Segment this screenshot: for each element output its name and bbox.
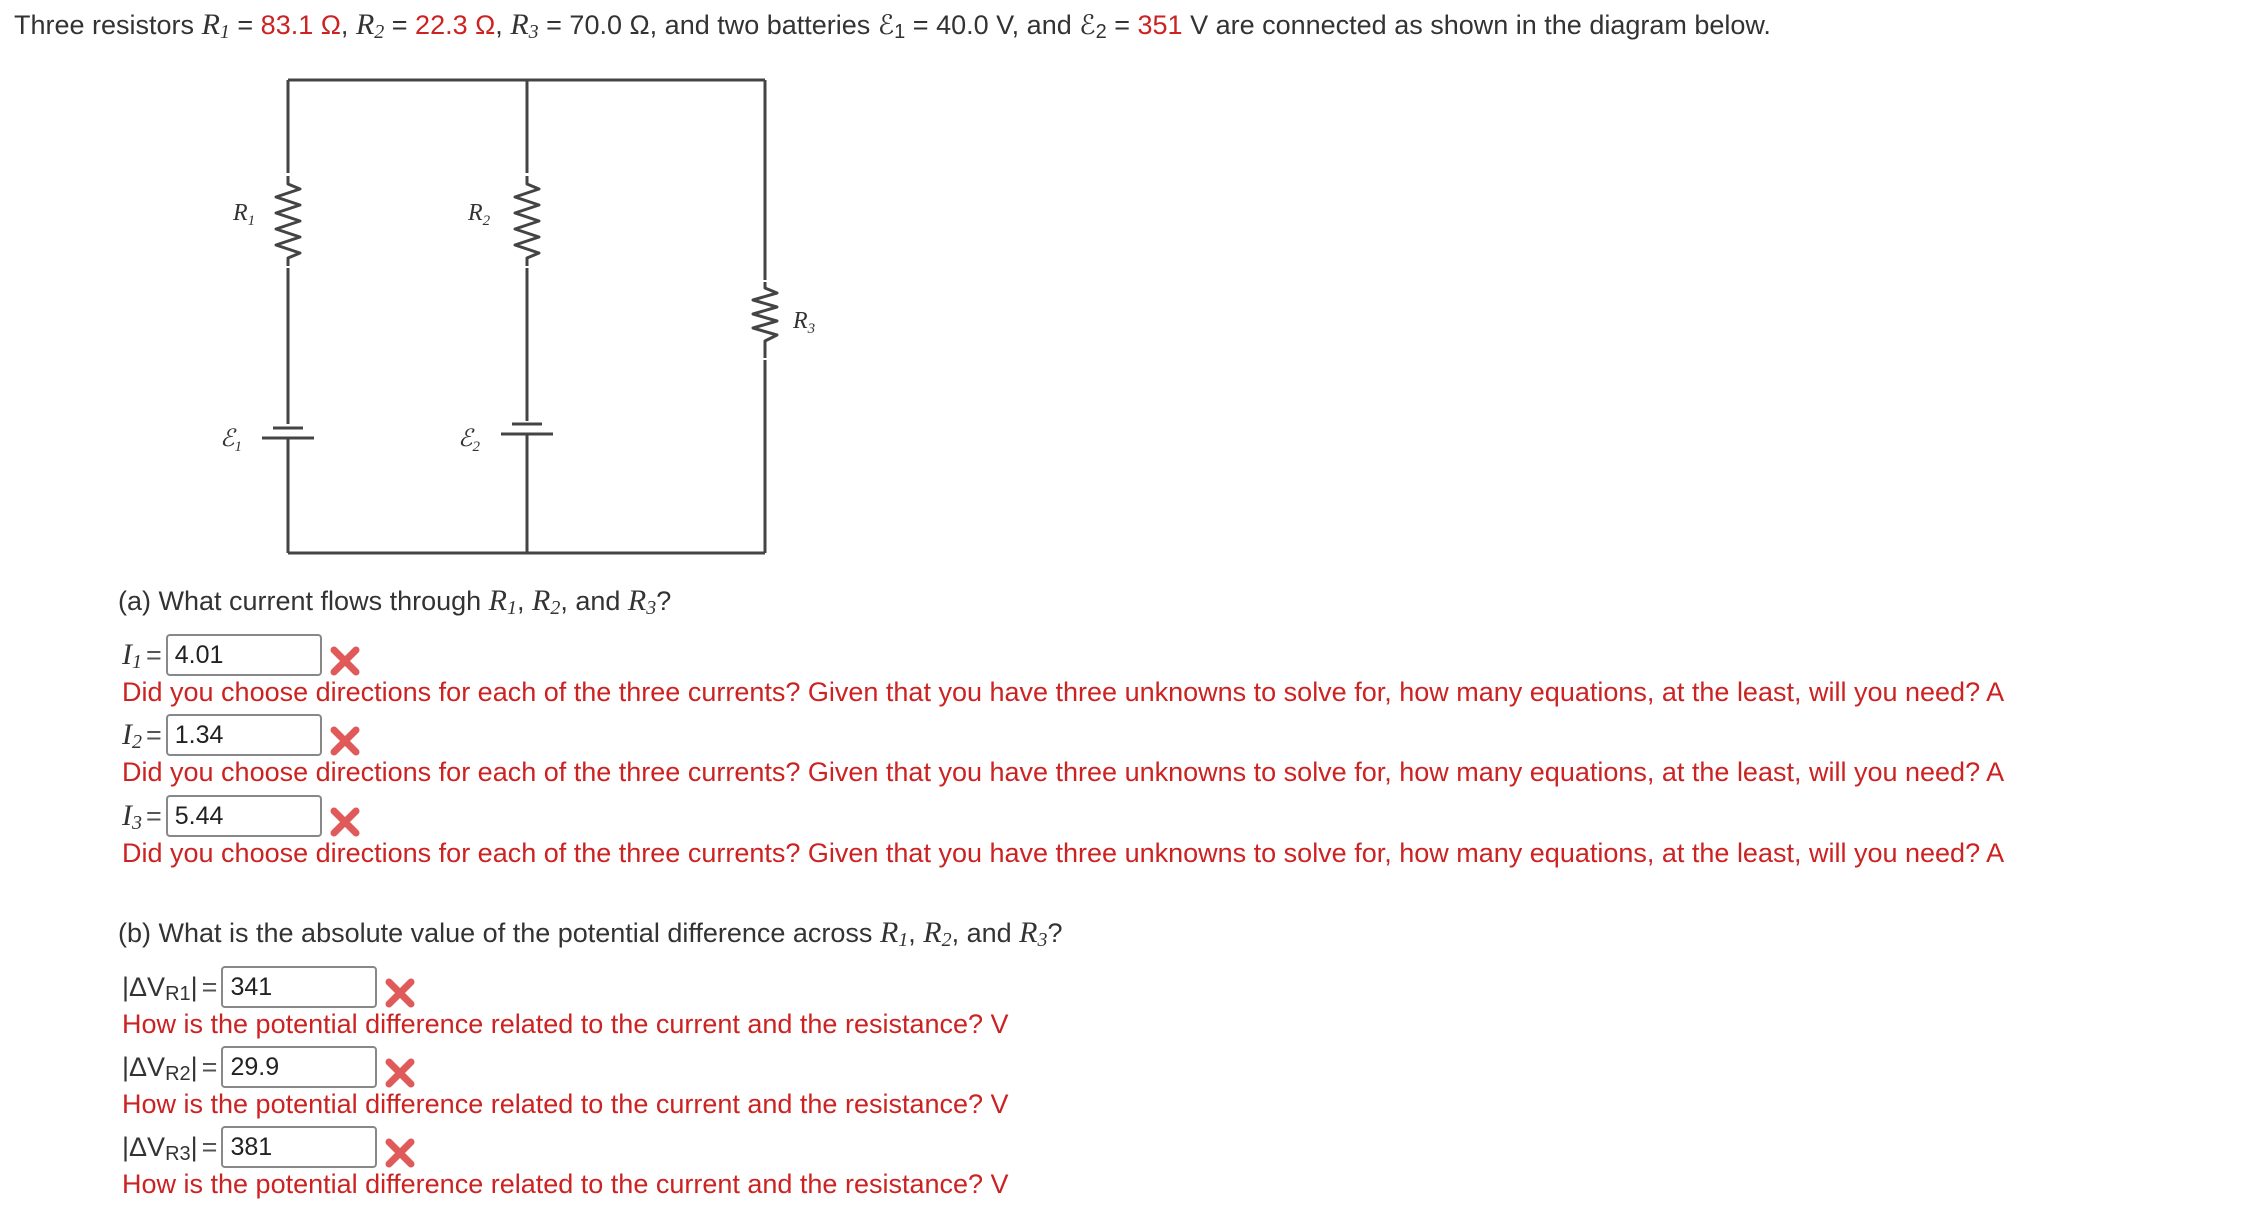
- circuit-diagram: [200, 58, 816, 618]
- dvr1-hint: How is the potential difference related to the current and the resistance? V: [122, 1009, 1009, 1039]
- r1-label: $R_1$: [233, 200, 256, 229]
- r1-symbol: $R_1$: [201, 8, 230, 43]
- dvr2-row: $|\Delta V_{R2}|$ = 29.9: [122, 1046, 415, 1088]
- part-a-question: (a) What current flows through $R_1$, $R_2$, and $R_3$?: [118, 584, 672, 619]
- r3-value: 70.0 Ω: [569, 10, 650, 40]
- emf2-symbol: ℰ$_2$: [1079, 10, 1107, 43]
- dvr3-row: $|\Delta V_{R3}|$ = 381: [122, 1126, 415, 1168]
- dvr2-label: $|\Delta V_{R2}|$: [122, 1051, 198, 1085]
- i2-answer-field[interactable]: 1.34: [166, 714, 322, 756]
- emf2-value: 351: [1137, 10, 1183, 40]
- incorrect-x-icon: [385, 1058, 415, 1088]
- i1-row: $I_1$ = 4.01: [122, 634, 360, 676]
- part-b-question: (b) What is the absolute value of the potential difference across $R_1$, $R_2$, and $R_3$?: [118, 916, 1063, 951]
- i2-hint: Did you choose directions for each of the three currents? Given that you have three unknowns to solve for, how many equations, at the least, will you need? A: [122, 757, 2005, 787]
- dvr3-label: $|\Delta V_{R3}|$: [122, 1131, 198, 1165]
- problem-statement: Three resistors $R_1 = 83.1$ Ω, $R_2 = 22.3$ Ω, $R_3 = 70.0$ Ω, and two batteries ℰ$_1$ = 40.0 V, and ℰ$_2$ = 351 V are connected as shown in the diagram below.: [14, 8, 1771, 43]
- dvr1-answer-field[interactable]: 341: [221, 966, 377, 1008]
- incorrect-x-icon: [385, 1138, 415, 1168]
- dvr1-row: $|\Delta V_{R1}|$ = 341: [122, 966, 415, 1008]
- dvr3-hint: How is the potential difference related to the current and the resistance? V: [122, 1169, 1009, 1199]
- i3-row: $I_3$ = 5.44: [122, 795, 360, 837]
- r2-value: 22.3 Ω: [415, 10, 496, 40]
- i3-answer-field[interactable]: 5.44: [166, 795, 322, 837]
- incorrect-x-icon: [385, 978, 415, 1008]
- r3-label: $R_3$: [793, 308, 816, 337]
- incorrect-x-icon: [330, 807, 360, 837]
- emf1-value: 40.0 V: [936, 10, 1012, 40]
- emf1-symbol: ℰ$_1$: [877, 10, 906, 43]
- r1-value: 83.1 Ω: [260, 10, 341, 40]
- r3-symbol: $R_3$: [510, 8, 539, 43]
- r2-label: $R_2$: [468, 200, 491, 229]
- i2-row: $I_2$ = 1.34: [122, 714, 360, 756]
- dvr2-answer-field[interactable]: 29.9: [221, 1046, 377, 1088]
- i3-label: $I_3$: [122, 799, 142, 834]
- r2-symbol: $R_2$: [355, 8, 385, 43]
- dvr3-answer-field[interactable]: 381: [221, 1126, 377, 1168]
- i1-hint: Did you choose directions for each of the three currents? Given that you have three unknowns to solve for, how many equations, at the least, will you need? A: [122, 677, 2005, 707]
- i1-label: $I_1$: [122, 638, 142, 673]
- dvr2-hint: How is the potential difference related to the current and the resistance? V: [122, 1089, 1009, 1119]
- incorrect-x-icon: [330, 726, 360, 756]
- incorrect-x-icon: [330, 646, 360, 676]
- emf1-label: ℰ$_1$: [220, 426, 243, 455]
- emf2-label: ℰ$_2$: [458, 426, 481, 455]
- i1-answer-field[interactable]: 4.01: [166, 634, 322, 676]
- dvr1-label: $|\Delta V_{R1}|$: [122, 971, 198, 1005]
- i2-label: $I_2$: [122, 718, 142, 753]
- problem-text: Three resistors: [14, 10, 202, 40]
- i3-hint: Did you choose directions for each of the three currents? Given that you have three unknowns to solve for, how many equations, at the least, will you need? A: [122, 838, 2005, 868]
